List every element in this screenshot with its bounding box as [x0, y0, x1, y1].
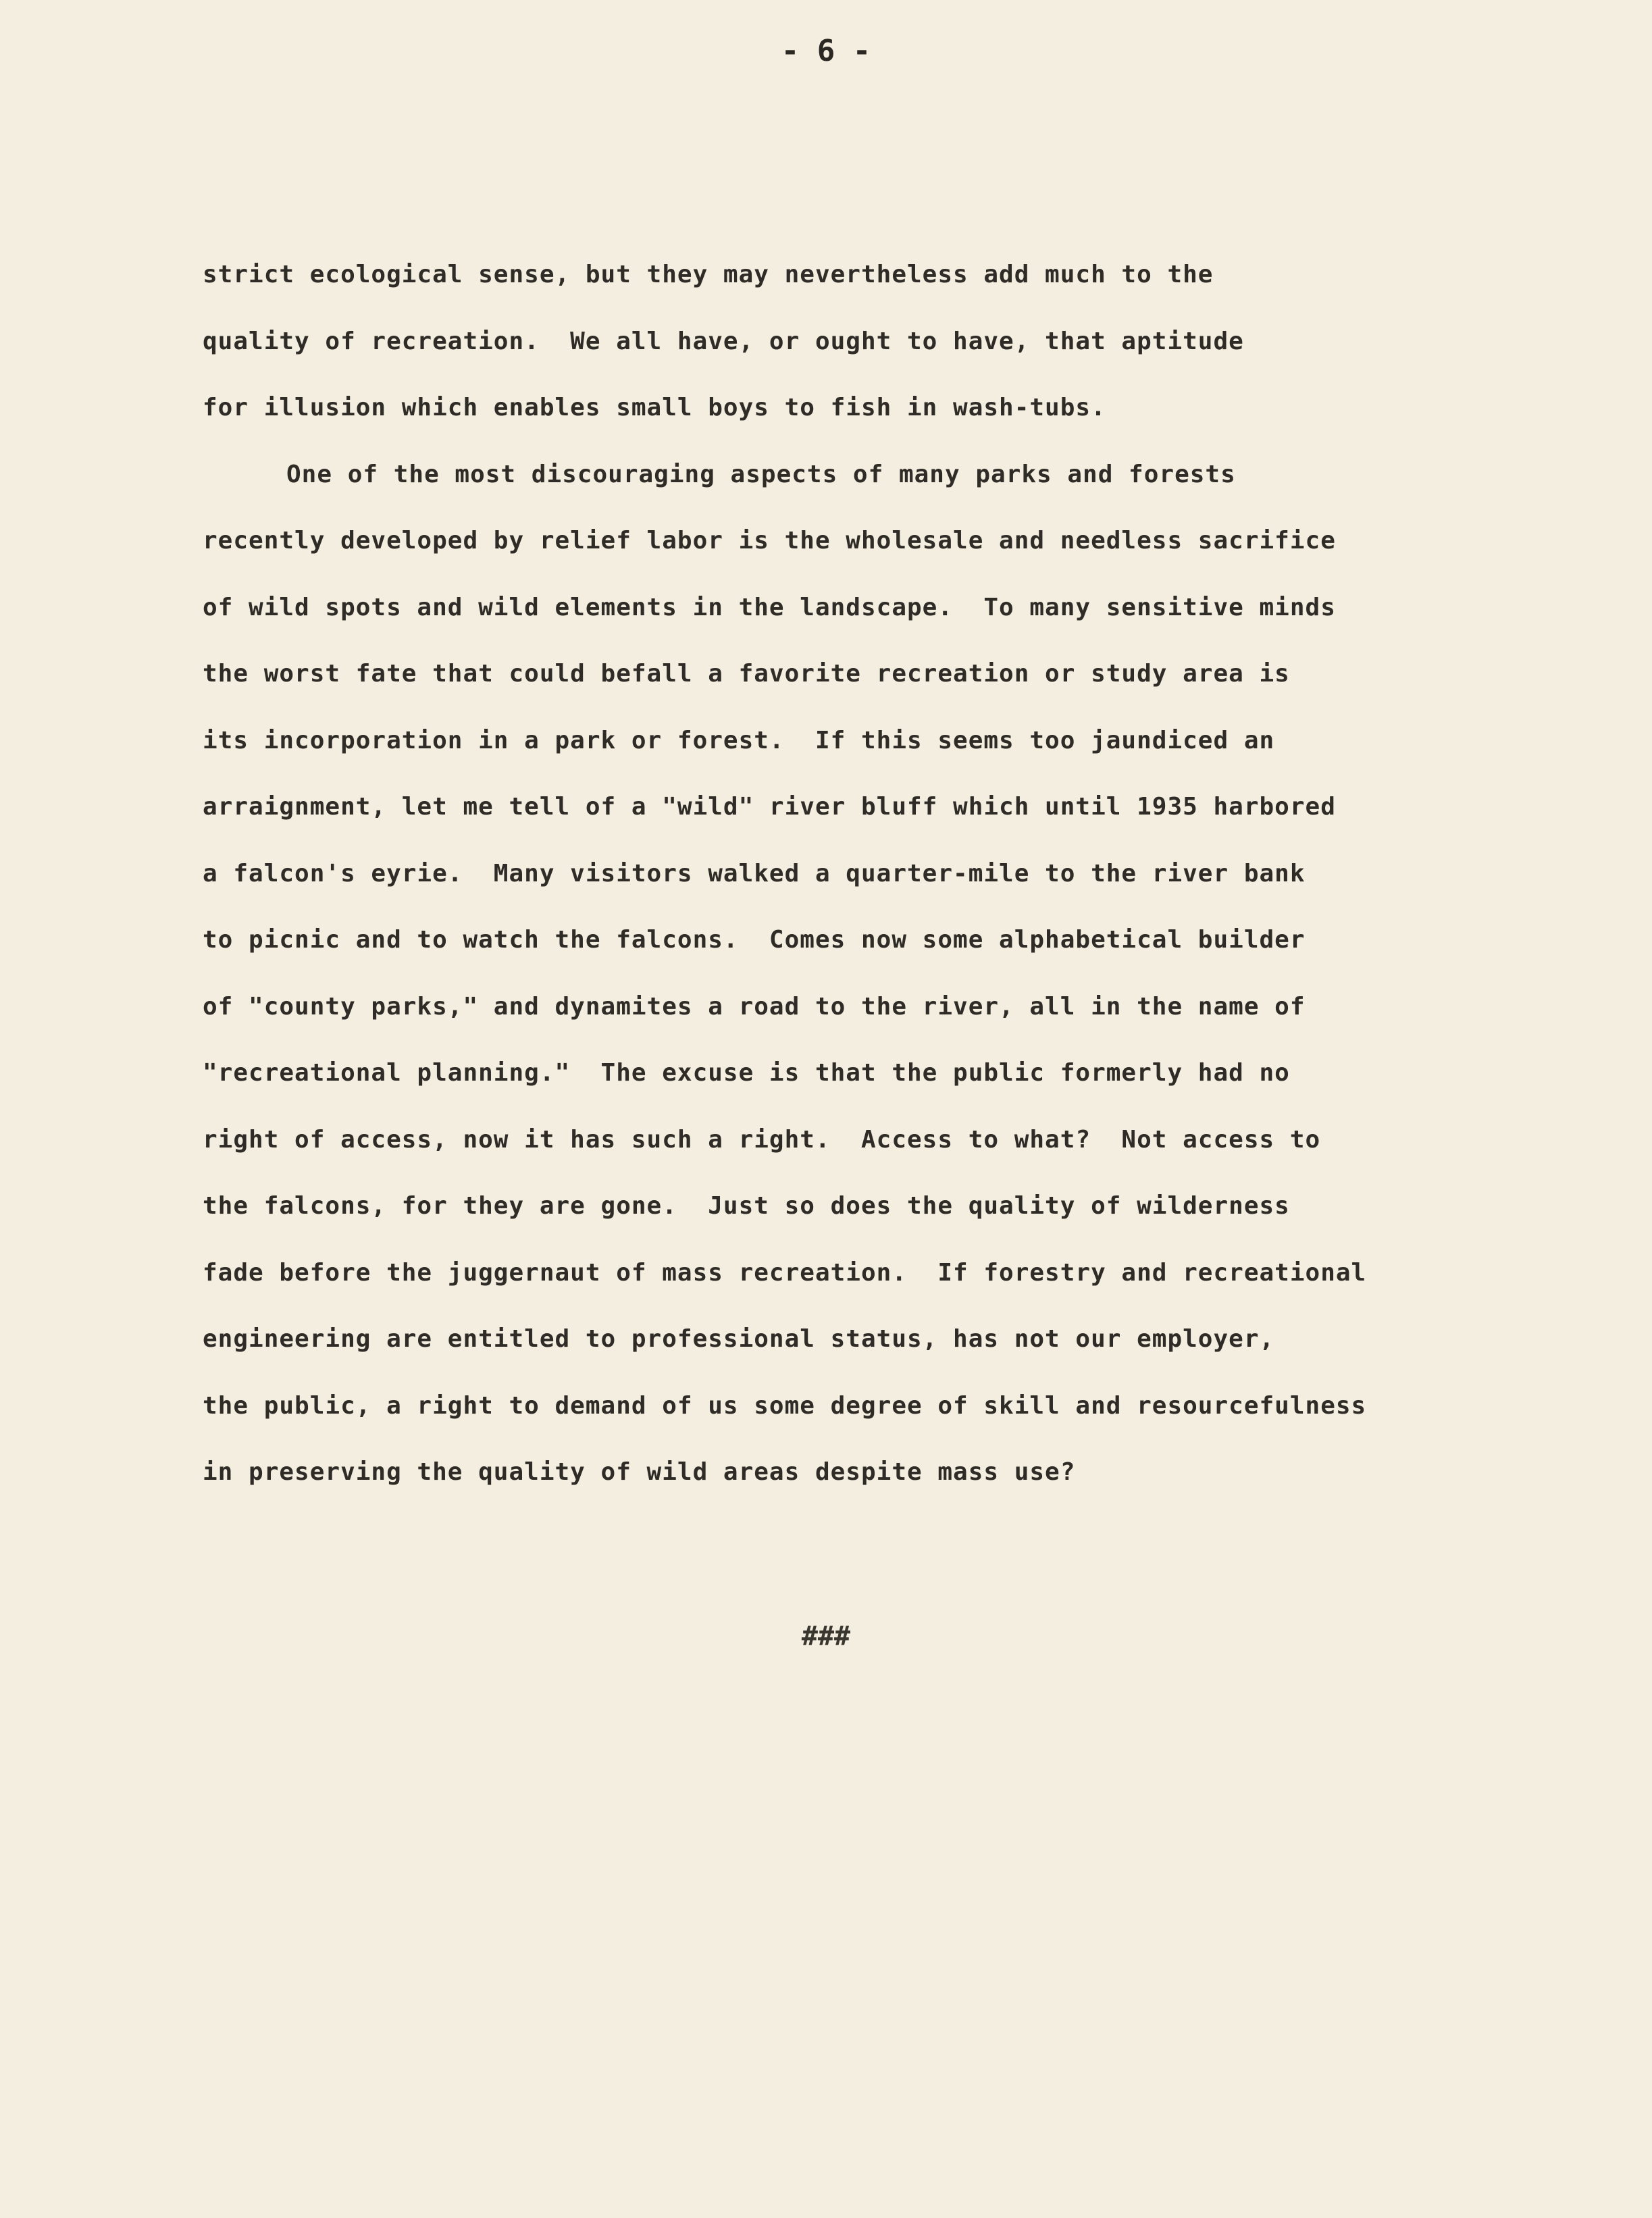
text-line: the worst fate that could befall a favorite recreation or study area is [203, 660, 1290, 688]
text-line: its incorporation in a park or forest. If this seems too jaundiced an [203, 726, 1275, 754]
text-line: engineering are entitled to professional status, has not our employer, [203, 1325, 1275, 1353]
text-line: right of access, now it has such a right. Access to what? Not access to [203, 1125, 1321, 1154]
text-line: fade before the juggernaut of mass recreation. If forestry and recreational [203, 1258, 1367, 1287]
text-line: "recreational planning." The excuse is that the public formerly had no [203, 1059, 1290, 1087]
text-line: of wild spots and wild elements in the landscape. To many sensitive minds [203, 593, 1336, 621]
text-line: arraignment, let me tell of a "wild" river bluff which until 1935 harbored [203, 793, 1336, 821]
paragraph-first-line: One of the most discouraging aspects of many parks and forests [286, 460, 1236, 488]
text-line: quality of recreation. We all have, or ought to have, that aptitude [203, 327, 1244, 355]
text-line: to picnic and to watch the falcons. Comes now some alphabetical builder [203, 926, 1306, 954]
text-line: the public, a right to demand of us some degree of skill and resourcefulness [203, 1391, 1367, 1420]
page-number: - 6 - [781, 34, 871, 68]
text-line: strict ecological sense, but they may nevertheless add much to the [203, 261, 1214, 288]
text-line: of "county parks," and dynamites a road to the river, all in the name of [203, 992, 1306, 1021]
text-line: in preserving the quality of wild areas despite mass use? [203, 1458, 1076, 1486]
text-line: the falcons, for they are gone. Just so does the quality of wilderness [203, 1192, 1290, 1220]
text-line: for illusion which enables small boys to fish in wash-tubs. [203, 394, 1106, 421]
text-line: recently developed by relief labor is the wholesale and needless sacrifice [203, 527, 1336, 554]
text-line: a falcon's eyrie. Many visitors walked a quarter-mile to the river bank [203, 859, 1306, 887]
end-mark: ### [801, 1621, 851, 1652]
body-text [203, 242, 1520, 1506]
